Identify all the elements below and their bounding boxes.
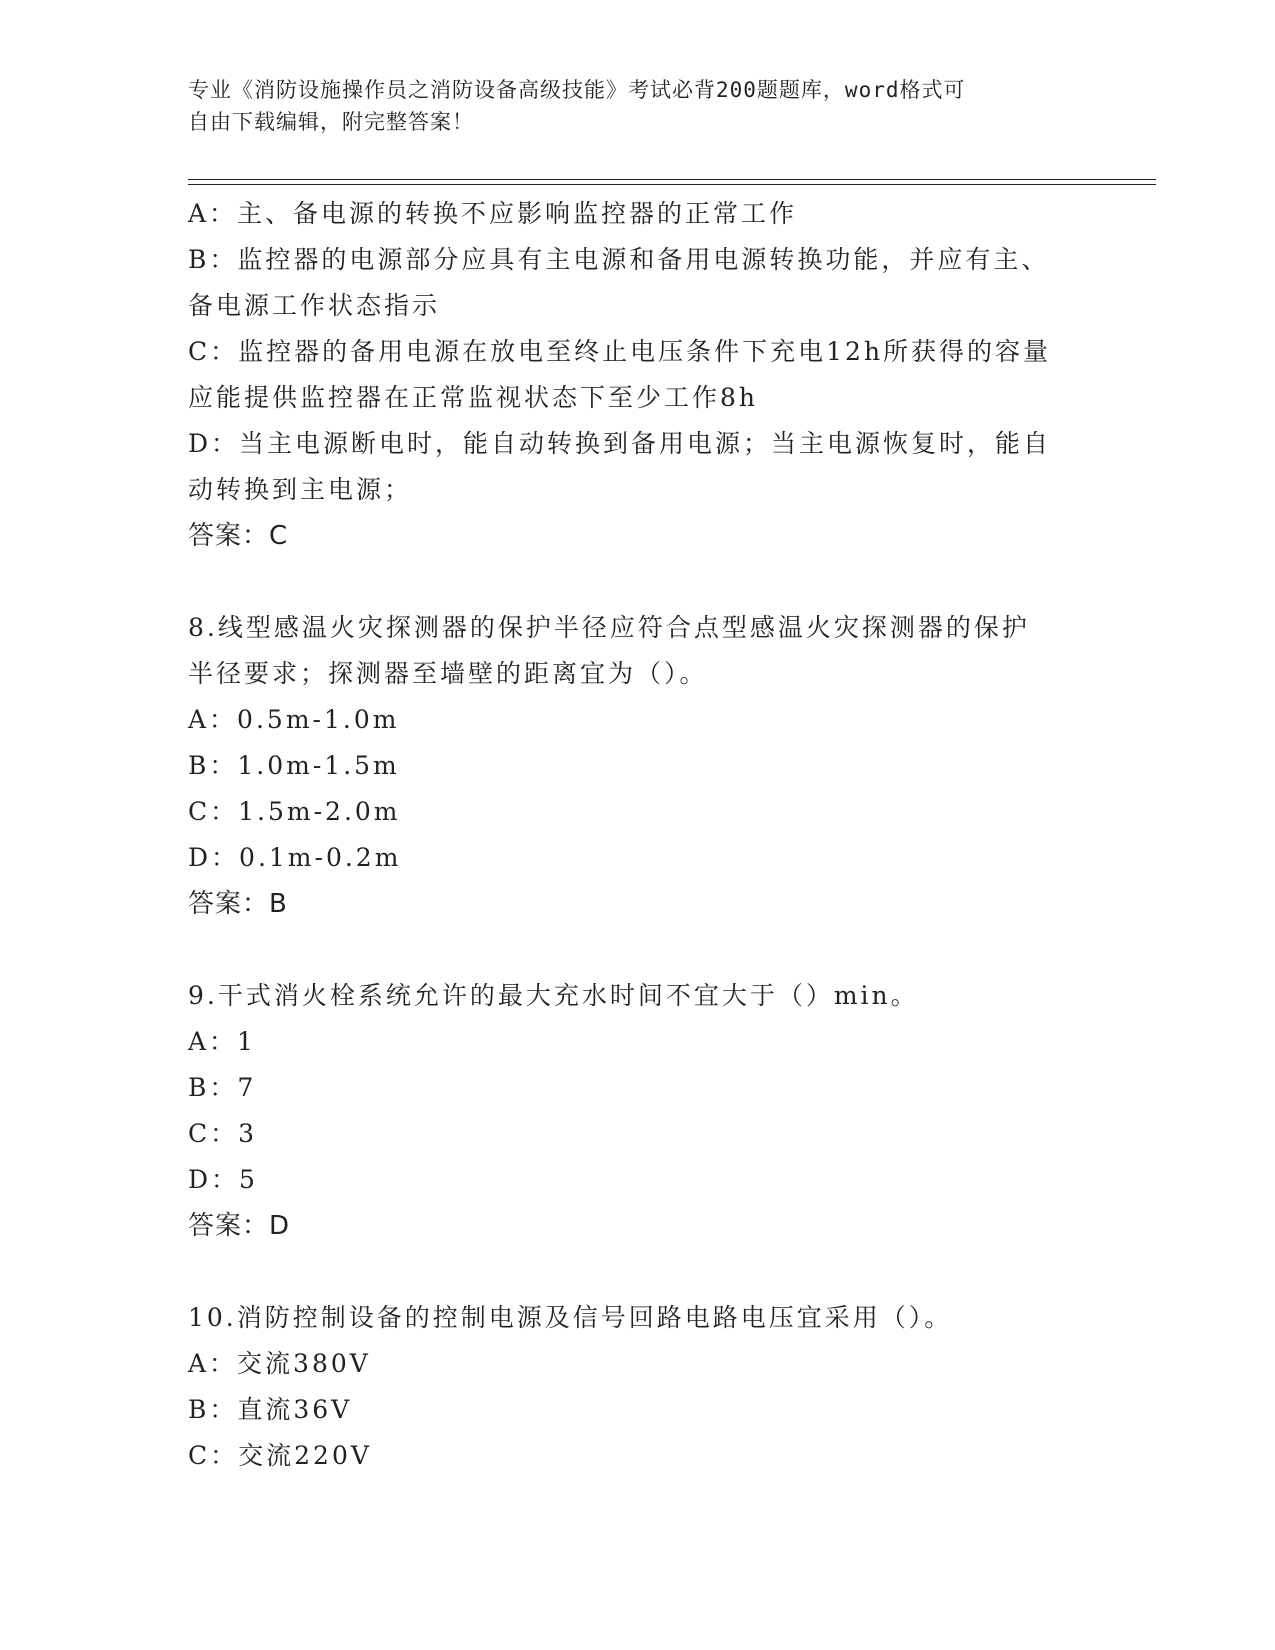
spacer [188,559,1088,605]
option-b-line-1: B：监控器的电源部分应具有主电源和备用电源转换功能，并应有主、 [188,245,1050,274]
answer: 答案：C [188,521,289,551]
question-stem: 9.干式消火栓系统允许的最大充水时间不宜大于（）min。 [188,981,919,1010]
question-stem-line-2: 半径要求；探测器至墙壁的距离宜为（）。 [188,659,708,688]
spacer [188,927,1088,973]
option-a: A：1 [188,1027,256,1056]
question-10 [188,1295,1088,1479]
question-9 [188,973,1088,1249]
option-c: C：3 [188,1119,258,1148]
question-8 [188,605,1088,927]
answer: 答案：D [188,1211,291,1241]
option-b: B：直流36V [188,1395,353,1424]
option-d: D：0.1m-0.2m [188,843,402,872]
option-c: C：1.5m-2.0m [188,797,401,826]
option-a: A：主、备电源的转换不应影响监控器的正常工作 [188,199,798,228]
option-c-line-1: C：监控器的备用电源在放电至终止电压条件下充电12h所获得的容量 [188,337,1052,366]
document-header [188,74,1068,138]
option-d: D：5 [188,1165,258,1194]
header-line-1: 专业《消防设施操作员之消防设备高级技能》考试必背200题题库，word格式可 [188,78,966,102]
question-list [188,191,1088,1479]
spacer [188,1249,1088,1295]
question-stem-line-1: 8.线型感温火灾探测器的保护半径应符合点型感温火灾探测器的保护 [188,613,1030,642]
option-c: C：交流220V [188,1441,372,1470]
option-a: A：0.5m-1.0m [188,705,400,734]
question-stem: 10.消防控制设备的控制电源及信号回路电路电压宜采用（）。 [188,1303,953,1332]
option-d-line-1: D：当主电源断电时，能自动转换到备用电源；当主电源恢复时，能自 [188,429,1052,458]
option-a: A：交流380V [188,1349,371,1378]
option-c-line-2: 应能提供监控器在正常监视状态下至少工作8h [188,383,759,412]
question-7 [188,191,1088,559]
option-d-line-2: 动转换到主电源； [188,475,413,504]
answer: 答案：B [188,889,288,919]
option-b: B：1.0m-1.5m [188,751,400,780]
header-divider-top [188,179,1156,180]
option-b-line-2: 备电源工作状态指示 [188,291,441,320]
option-b: B：7 [188,1073,257,1102]
header-line-2: 自由下载编辑，附完整答案！ [188,110,474,134]
header-divider-bottom [188,184,1156,185]
